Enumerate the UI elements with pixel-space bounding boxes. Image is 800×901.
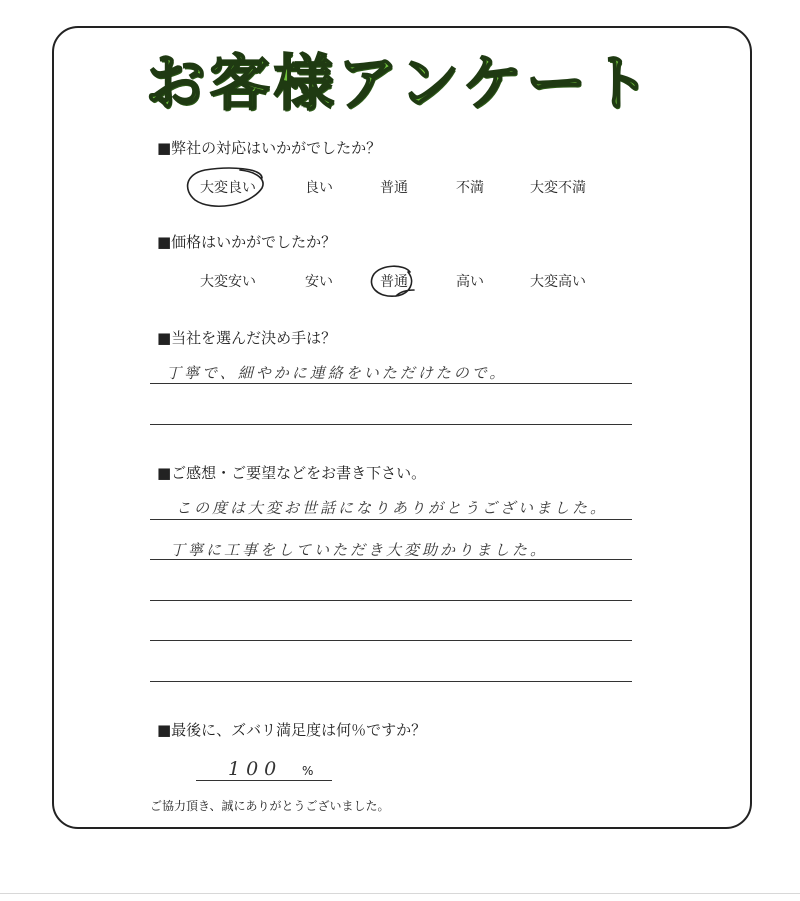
q1-option-3[interactable]: 普通 — [380, 180, 408, 196]
q2-option-1[interactable]: 大変安い — [200, 274, 256, 290]
q2-option-3[interactable]: 普通 — [380, 274, 408, 290]
question-3: ■当社を選んだ決め手は？ — [157, 329, 337, 347]
q1-option-1[interactable]: 大変良い — [200, 180, 256, 196]
q4-handwritten-answer-1: この度は大変お世話になりありがとうございました。 — [176, 499, 609, 517]
survey-title: お客様アンケート — [145, 49, 655, 119]
question-4: ■ご感想・ご要望などをお書き下さい。 — [157, 464, 427, 482]
satisfaction-value: 100 — [228, 758, 283, 780]
q1-option-2[interactable]: 良い — [305, 180, 333, 196]
question-1: ■弊社の対応はいかがでしたか？ — [157, 139, 382, 157]
q4-handwritten-answer-2: 丁寧に工事をしていただき大変助かりました。 — [170, 541, 549, 559]
q2-option-2[interactable]: 安い — [305, 274, 333, 290]
question-2: ■価格はいかがでしたか？ — [157, 233, 337, 251]
q1-option-4[interactable]: 不満 — [456, 180, 484, 196]
question-5: ■最後に、ズバリ満足度は何％ですか？ — [157, 721, 427, 739]
q3-handwritten-answer: 丁寧で、細やかに連絡をいただけたので。 — [166, 364, 508, 382]
q1-option-5[interactable]: 大変不満 — [530, 180, 586, 196]
q2-selection-circle — [371, 266, 414, 296]
q2-option-5[interactable]: 大変高い — [530, 274, 586, 290]
q1-selection-circle — [188, 168, 263, 206]
thank-you-note: ご協力頂き、誠にありがとうございました。 — [150, 799, 390, 813]
percent-unit: % — [302, 764, 314, 778]
q2-option-4[interactable]: 高い — [456, 274, 484, 290]
